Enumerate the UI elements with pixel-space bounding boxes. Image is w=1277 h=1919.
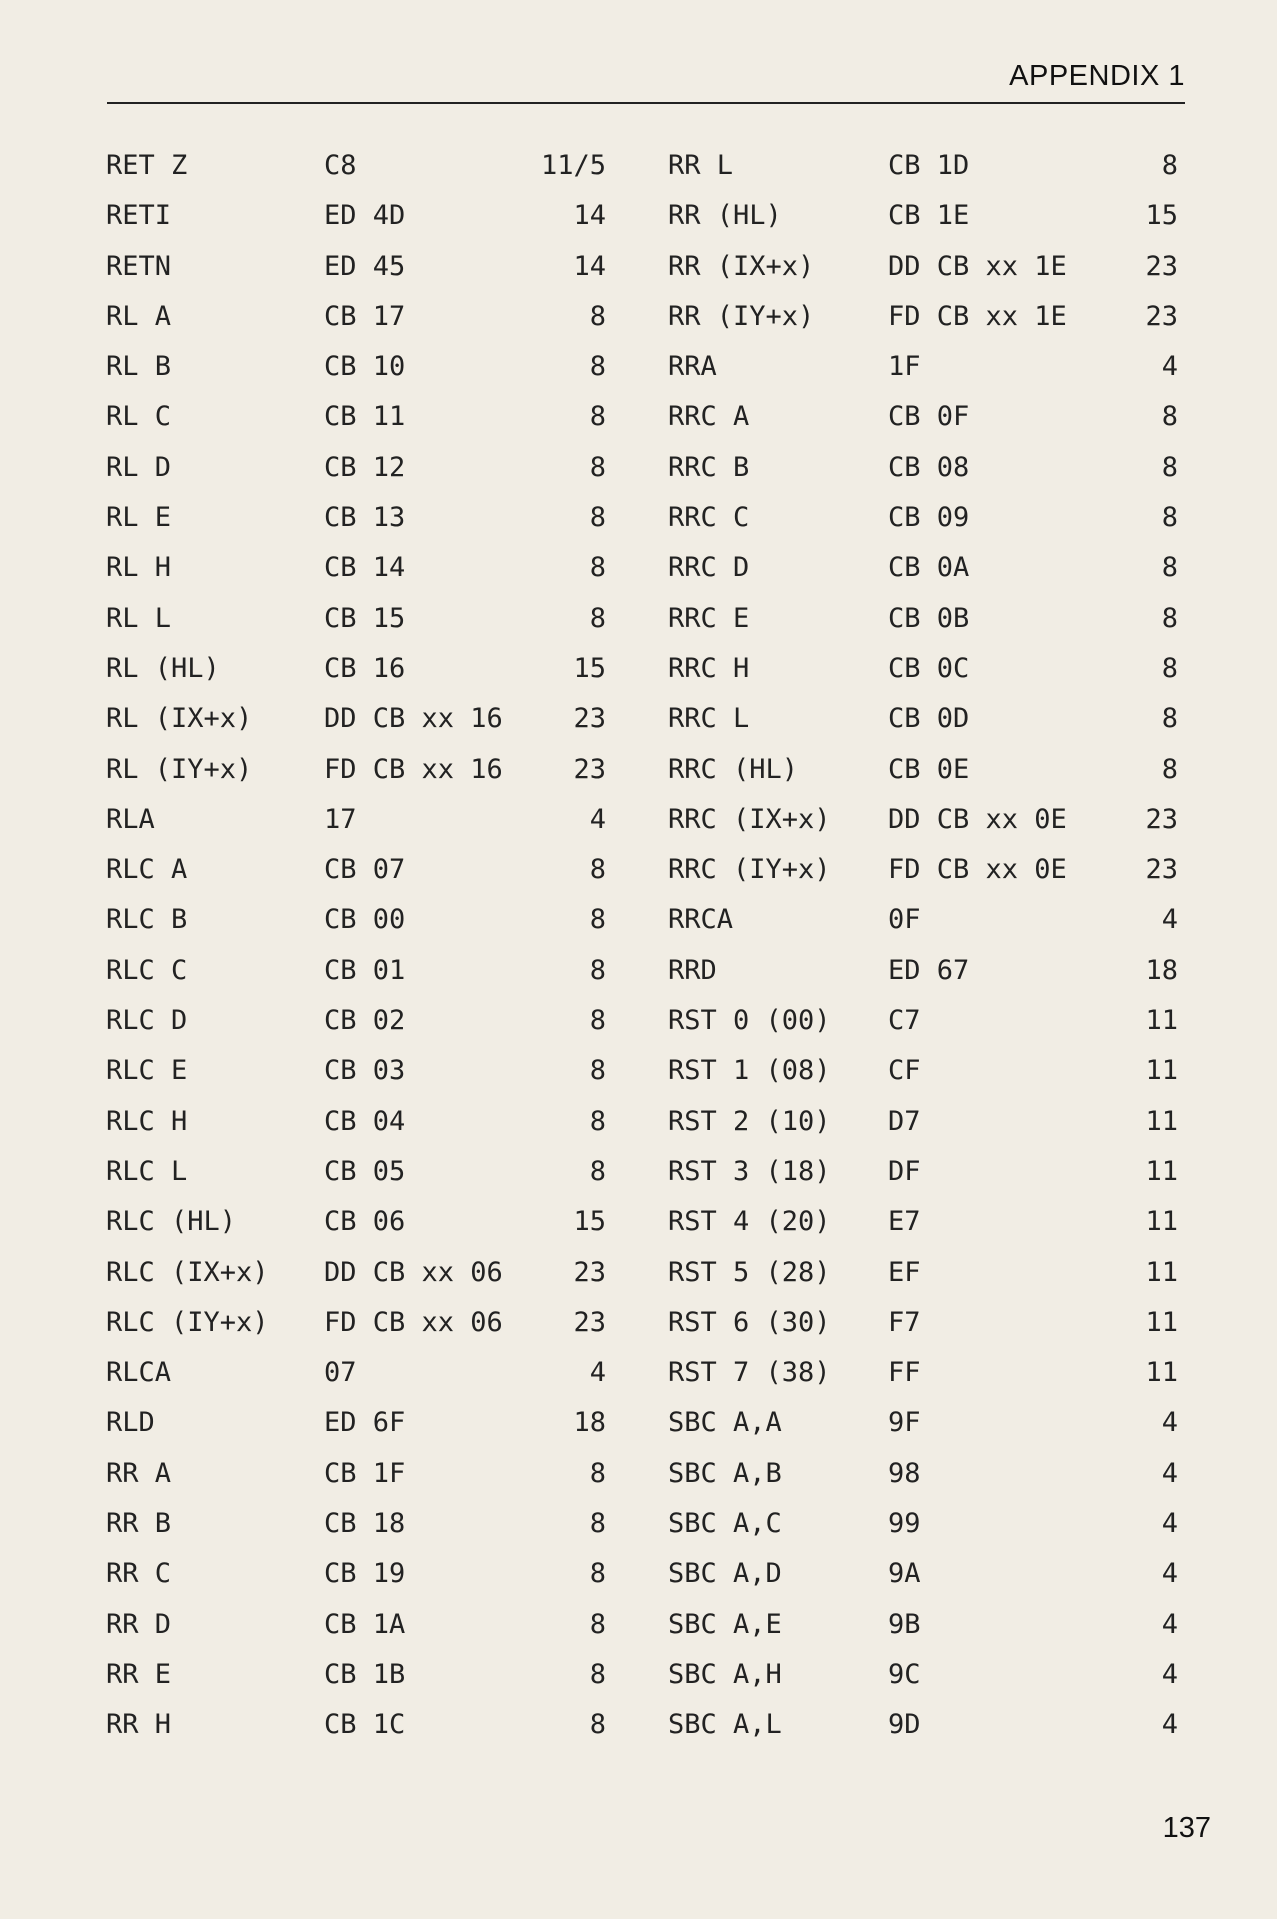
instruction-cell: RLCA (106, 1357, 172, 1389)
opcode-cell: FF (888, 1357, 921, 1389)
opcode-cell: CB 10 (324, 351, 406, 383)
cycles-cell: 8 (589, 451, 606, 483)
instruction-cell: RRC L (668, 703, 750, 735)
instruction-cell: RST 4 (20) (668, 1206, 831, 1238)
cycles-cell: 8 (1161, 703, 1178, 735)
table-row (106, 1257, 606, 1307)
cycles-cell: 11 (1145, 1055, 1178, 1087)
table-row (668, 1106, 1188, 1156)
opcode-cell: CB 1D (888, 150, 970, 181)
cycles-cell: 8 (589, 854, 606, 886)
table-row (668, 200, 1188, 250)
cycles-cell: 15 (573, 1206, 606, 1238)
cycles-cell: 8 (589, 904, 606, 936)
instruction-cell: SBC A,B (668, 1457, 782, 1489)
table-row (668, 1558, 1188, 1608)
cycles-cell: 15 (1145, 200, 1178, 232)
table-row (668, 1508, 1188, 1558)
cycles-cell: 23 (1145, 803, 1178, 835)
cycles-cell: 8 (1161, 451, 1178, 483)
cycles-cell: 4 (1161, 1709, 1178, 1741)
opcode-cell: C7 (888, 1005, 921, 1037)
instruction-cell: RRC (IY+x) (668, 854, 831, 886)
table-row (668, 1407, 1188, 1457)
cycles-cell: 11/5 (540, 150, 606, 181)
opcode-cell: 9C (888, 1658, 921, 1690)
table-row (106, 1558, 606, 1608)
cycles-cell: 18 (573, 1407, 606, 1439)
opcode-cell: ED 4D (324, 200, 406, 232)
cycles-cell: 8 (589, 602, 606, 634)
table-row (668, 502, 1188, 552)
instruction-cell: RET Z (106, 150, 188, 181)
cycles-cell: 8 (589, 1055, 606, 1087)
table-row (668, 754, 1188, 804)
instruction-cell: RST 1 (08) (668, 1055, 831, 1087)
table-row (106, 1659, 606, 1709)
table-row (106, 1357, 606, 1407)
instruction-cell: RRC D (668, 552, 750, 584)
table-row (668, 1005, 1188, 1055)
opcode-cell: DD CB xx 16 (324, 703, 503, 735)
table-row (106, 804, 606, 854)
cycles-cell: 23 (1145, 854, 1178, 886)
opcode-cell: CB 1E (888, 200, 970, 232)
opcode-cell: CB 02 (324, 1005, 406, 1037)
opcode-cell: CB 01 (324, 954, 406, 986)
table-row (668, 804, 1188, 854)
table-row (668, 955, 1188, 1005)
opcode-cell: CB 13 (324, 502, 406, 534)
opcode-cell: CB 04 (324, 1105, 406, 1137)
table-row (668, 703, 1188, 753)
cycles-cell: 8 (1161, 753, 1178, 785)
table-row (106, 1005, 606, 1055)
opcode-cell: FD CB xx 0E (888, 854, 1067, 886)
table-row (668, 1659, 1188, 1709)
instruction-cell: SBC A,D (668, 1558, 782, 1590)
instruction-cell: SBC A,L (668, 1709, 782, 1741)
cycles-cell: 11 (1145, 1256, 1178, 1288)
cycles-cell: 8 (1161, 602, 1178, 634)
table-row (668, 653, 1188, 703)
table-right-column (668, 150, 1188, 1760)
cycles-cell: 23 (573, 703, 606, 735)
table-row (106, 200, 606, 250)
opcode-cell: CB 15 (324, 602, 406, 634)
instruction-cell: RR D (106, 1608, 172, 1640)
opcode-cell: CB 17 (324, 300, 406, 332)
cycles-cell: 18 (1145, 954, 1178, 986)
cycles-cell: 4 (1161, 1508, 1178, 1540)
opcode-cell: C8 (324, 150, 357, 181)
cycles-cell: 8 (1161, 552, 1178, 584)
instruction-cell: RR B (106, 1508, 172, 1540)
instruction-cell: SBC A,E (668, 1608, 782, 1640)
instruction-cell: RL C (106, 401, 172, 433)
instruction-cell: RL L (106, 602, 172, 634)
cycles-cell: 8 (589, 351, 606, 383)
opcode-cell: CB 0C (888, 652, 970, 684)
header-title: APPENDIX 1 (1009, 60, 1185, 92)
instruction-cell: RR (HL) (668, 200, 782, 232)
opcode-cell: FD CB xx 16 (324, 753, 503, 785)
instruction-cell: RRC (IX+x) (668, 803, 831, 835)
instruction-cell: RL H (106, 552, 172, 584)
instruction-cell: RRC A (668, 401, 750, 433)
opcode-cell: 1F (888, 351, 921, 383)
instruction-cell: RLD (106, 1407, 155, 1439)
instruction-cell: RR (IY+x) (668, 300, 815, 332)
table-row (106, 603, 606, 653)
opcode-cell: 9A (888, 1558, 921, 1590)
cycles-cell: 8 (589, 1457, 606, 1489)
opcode-cell: 0F (888, 904, 921, 936)
cycles-cell: 15 (573, 652, 606, 684)
table-row (668, 1458, 1188, 1508)
cycles-cell: 4 (1161, 1558, 1178, 1590)
instruction-cell: RST 2 (10) (668, 1105, 831, 1137)
cycles-cell: 8 (589, 1155, 606, 1187)
opcode-cell: 98 (888, 1457, 921, 1489)
cycles-cell: 11 (1145, 1357, 1178, 1389)
cycles-cell: 23 (1145, 300, 1178, 332)
opcode-cell: CB 18 (324, 1508, 406, 1540)
table-row (668, 452, 1188, 502)
table-row (668, 603, 1188, 653)
instruction-cell: RRC H (668, 652, 750, 684)
table-row (668, 1709, 1188, 1759)
table-left-column (106, 150, 606, 1760)
table-row (106, 1458, 606, 1508)
table-row (668, 1609, 1188, 1659)
table-row (106, 904, 606, 954)
table-row (668, 401, 1188, 451)
table-row (106, 251, 606, 301)
instruction-cell: RRCA (668, 904, 734, 936)
table-row (668, 904, 1188, 954)
opcode-cell: 07 (324, 1357, 357, 1389)
opcode-cell: CB 19 (324, 1558, 406, 1590)
opcode-cell: 9D (888, 1709, 921, 1741)
opcode-cell: CB 03 (324, 1055, 406, 1087)
instruction-cell: RST 5 (28) (668, 1256, 831, 1288)
instruction-cell: RLC (IY+x) (106, 1306, 269, 1338)
cycles-cell: 14 (573, 250, 606, 282)
instruction-cell: RL (IY+x) (106, 753, 253, 785)
instruction-cell: RETN (106, 250, 172, 282)
table-row (106, 150, 606, 200)
opcode-cell: E7 (888, 1206, 921, 1238)
instruction-cell: SBC A,H (668, 1658, 782, 1690)
instruction-cell: RLC H (106, 1105, 188, 1137)
table-row (668, 1206, 1188, 1256)
instruction-cell: RR C (106, 1558, 172, 1590)
instruction-cell: RRC B (668, 451, 750, 483)
cycles-cell: 4 (1161, 351, 1178, 383)
opcode-cell: DD CB xx 06 (324, 1256, 503, 1288)
opcode-cell: ED 67 (888, 954, 970, 986)
table-row (668, 1357, 1188, 1407)
cycles-cell: 4 (589, 1357, 606, 1389)
table-row (668, 351, 1188, 401)
instruction-cell: RLC (HL) (106, 1206, 237, 1238)
instruction-cell: RLC D (106, 1005, 188, 1037)
instruction-cell: RLC B (106, 904, 188, 936)
instruction-cell: RLC (IX+x) (106, 1256, 269, 1288)
instruction-cell: RLC C (106, 954, 188, 986)
opcode-cell: CB 1B (324, 1658, 406, 1690)
opcode-cell: CB 00 (324, 904, 406, 936)
opcode-cell: D7 (888, 1105, 921, 1137)
opcode-cell: 9B (888, 1608, 921, 1640)
opcode-cell: CB 11 (324, 401, 406, 433)
opcode-cell: CB 14 (324, 552, 406, 584)
opcode-cell: CB 05 (324, 1155, 406, 1187)
opcode-cell: CB 1F (324, 1457, 406, 1489)
cycles-cell: 8 (589, 502, 606, 534)
table-row (106, 502, 606, 552)
instruction-cell: RLA (106, 803, 155, 835)
cycles-cell: 23 (573, 1256, 606, 1288)
table-row (106, 1055, 606, 1105)
cycles-cell: 8 (589, 1005, 606, 1037)
opcode-cell: CB 1C (324, 1709, 406, 1741)
instruction-cell: RR L (668, 150, 734, 181)
opcode-cell: 17 (324, 803, 357, 835)
cycles-cell: 11 (1145, 1155, 1178, 1187)
opcode-cell: CB 08 (888, 451, 970, 483)
cycles-cell: 4 (1161, 1457, 1178, 1489)
instruction-cell: RR (IX+x) (668, 250, 815, 282)
cycles-cell: 8 (589, 1658, 606, 1690)
opcode-cell: 9F (888, 1407, 921, 1439)
table-row (106, 452, 606, 502)
instruction-cell: RL A (106, 300, 172, 332)
instruction-cell: RST 6 (30) (668, 1306, 831, 1338)
opcode-cell: CB 0F (888, 401, 970, 433)
cycles-cell: 4 (1161, 1407, 1178, 1439)
instruction-cell: RRC E (668, 602, 750, 634)
opcode-cell: DD CB xx 1E (888, 250, 1067, 282)
cycles-cell: 8 (589, 552, 606, 584)
opcode-cell: CB 0B (888, 602, 970, 634)
opcode-cell: ED 6F (324, 1407, 406, 1439)
cycles-cell: 11 (1145, 1306, 1178, 1338)
instruction-cell: RR E (106, 1658, 172, 1690)
opcode-cell: EF (888, 1256, 921, 1288)
table-row (668, 1257, 1188, 1307)
page-number: 137 (1162, 1812, 1211, 1844)
opcode-cell: CB 09 (888, 502, 970, 534)
table-row (106, 854, 606, 904)
instruction-cell: RRC (HL) (668, 753, 799, 785)
table-row (106, 653, 606, 703)
opcode-cell: FD CB xx 06 (324, 1306, 503, 1338)
opcode-cell: F7 (888, 1306, 921, 1338)
instruction-cell: RST 0 (00) (668, 1005, 831, 1037)
table-row (668, 1156, 1188, 1206)
opcode-cell: CB 16 (324, 652, 406, 684)
instruction-cell: SBC A,C (668, 1508, 782, 1540)
cycles-cell: 4 (1161, 1658, 1178, 1690)
opcode-cell: CB 12 (324, 451, 406, 483)
opcode-cell: CF (888, 1055, 921, 1087)
page-header (107, 58, 1185, 104)
cycles-cell: 8 (1161, 401, 1178, 433)
table-row (668, 301, 1188, 351)
cycles-cell: 8 (1161, 502, 1178, 534)
table-row (106, 1156, 606, 1206)
cycles-cell: 14 (573, 200, 606, 232)
opcode-cell: CB 0D (888, 703, 970, 735)
cycles-cell: 11 (1145, 1105, 1178, 1137)
instruction-cell: RRC C (668, 502, 750, 534)
table-row (668, 552, 1188, 602)
instruction-cell: RST 7 (38) (668, 1357, 831, 1389)
table-row (106, 703, 606, 753)
opcode-cell: 99 (888, 1508, 921, 1540)
instruction-cell: RRA (668, 351, 717, 383)
instruction-cell: RL B (106, 351, 172, 383)
instruction-cell: RL D (106, 451, 172, 483)
cycles-cell: 8 (589, 1105, 606, 1137)
table-row (106, 1106, 606, 1156)
cycles-cell: 8 (589, 1709, 606, 1741)
cycles-cell: 4 (589, 803, 606, 835)
table-row (106, 955, 606, 1005)
cycles-cell: 4 (1161, 904, 1178, 936)
table-row (668, 150, 1188, 200)
opcode-cell: CB 0A (888, 552, 970, 584)
table-row (668, 1307, 1188, 1357)
instruction-cell: RL (HL) (106, 652, 220, 684)
cycles-cell: 23 (573, 753, 606, 785)
cycles-cell: 8 (589, 300, 606, 332)
table-row (106, 1307, 606, 1357)
cycles-cell: 23 (573, 1306, 606, 1338)
cycles-cell: 8 (589, 1508, 606, 1540)
instruction-cell: RLC A (106, 854, 188, 886)
instruction-cell: RLC E (106, 1055, 188, 1087)
cycles-cell: 11 (1145, 1005, 1178, 1037)
table-row (106, 1407, 606, 1457)
instruction-cell: SBC A,A (668, 1407, 782, 1439)
opcode-cell: DF (888, 1155, 921, 1187)
table-row (106, 351, 606, 401)
table-row (668, 854, 1188, 904)
instruction-cell: RST 3 (18) (668, 1155, 831, 1187)
table-row (106, 754, 606, 804)
table-row (106, 1508, 606, 1558)
instruction-cell: RR H (106, 1709, 172, 1741)
cycles-cell: 8 (1161, 150, 1178, 181)
instruction-cell: RLC L (106, 1155, 188, 1187)
cycles-cell: 8 (589, 1558, 606, 1590)
opcode-cell: CB 1A (324, 1608, 406, 1640)
opcode-cell: FD CB xx 1E (888, 300, 1067, 332)
instruction-cell: RL E (106, 502, 172, 534)
opcode-cell: ED 45 (324, 250, 406, 282)
cycles-cell: 4 (1161, 1608, 1178, 1640)
table-row (106, 1709, 606, 1759)
cycles-cell: 8 (589, 401, 606, 433)
opcode-cell: CB 07 (324, 854, 406, 886)
cycles-cell: 23 (1145, 250, 1178, 282)
cycles-cell: 8 (1161, 652, 1178, 684)
instruction-cell: RRD (668, 954, 717, 986)
instruction-cell: RETI (106, 200, 172, 232)
table-row (106, 1206, 606, 1256)
cycles-cell: 8 (589, 954, 606, 986)
table-row (106, 301, 606, 351)
cycles-cell: 11 (1145, 1206, 1178, 1238)
table-row (668, 251, 1188, 301)
table-row (106, 552, 606, 602)
instruction-cell: RL (IX+x) (106, 703, 253, 735)
table-row (668, 1055, 1188, 1105)
opcode-cell: CB 0E (888, 753, 970, 785)
cycles-cell: 8 (589, 1608, 606, 1640)
opcode-cell: CB 06 (324, 1206, 406, 1238)
opcode-cell: DD CB xx 0E (888, 803, 1067, 835)
instruction-cell: RR A (106, 1457, 172, 1489)
table-row (106, 1609, 606, 1659)
table-row (106, 401, 606, 451)
